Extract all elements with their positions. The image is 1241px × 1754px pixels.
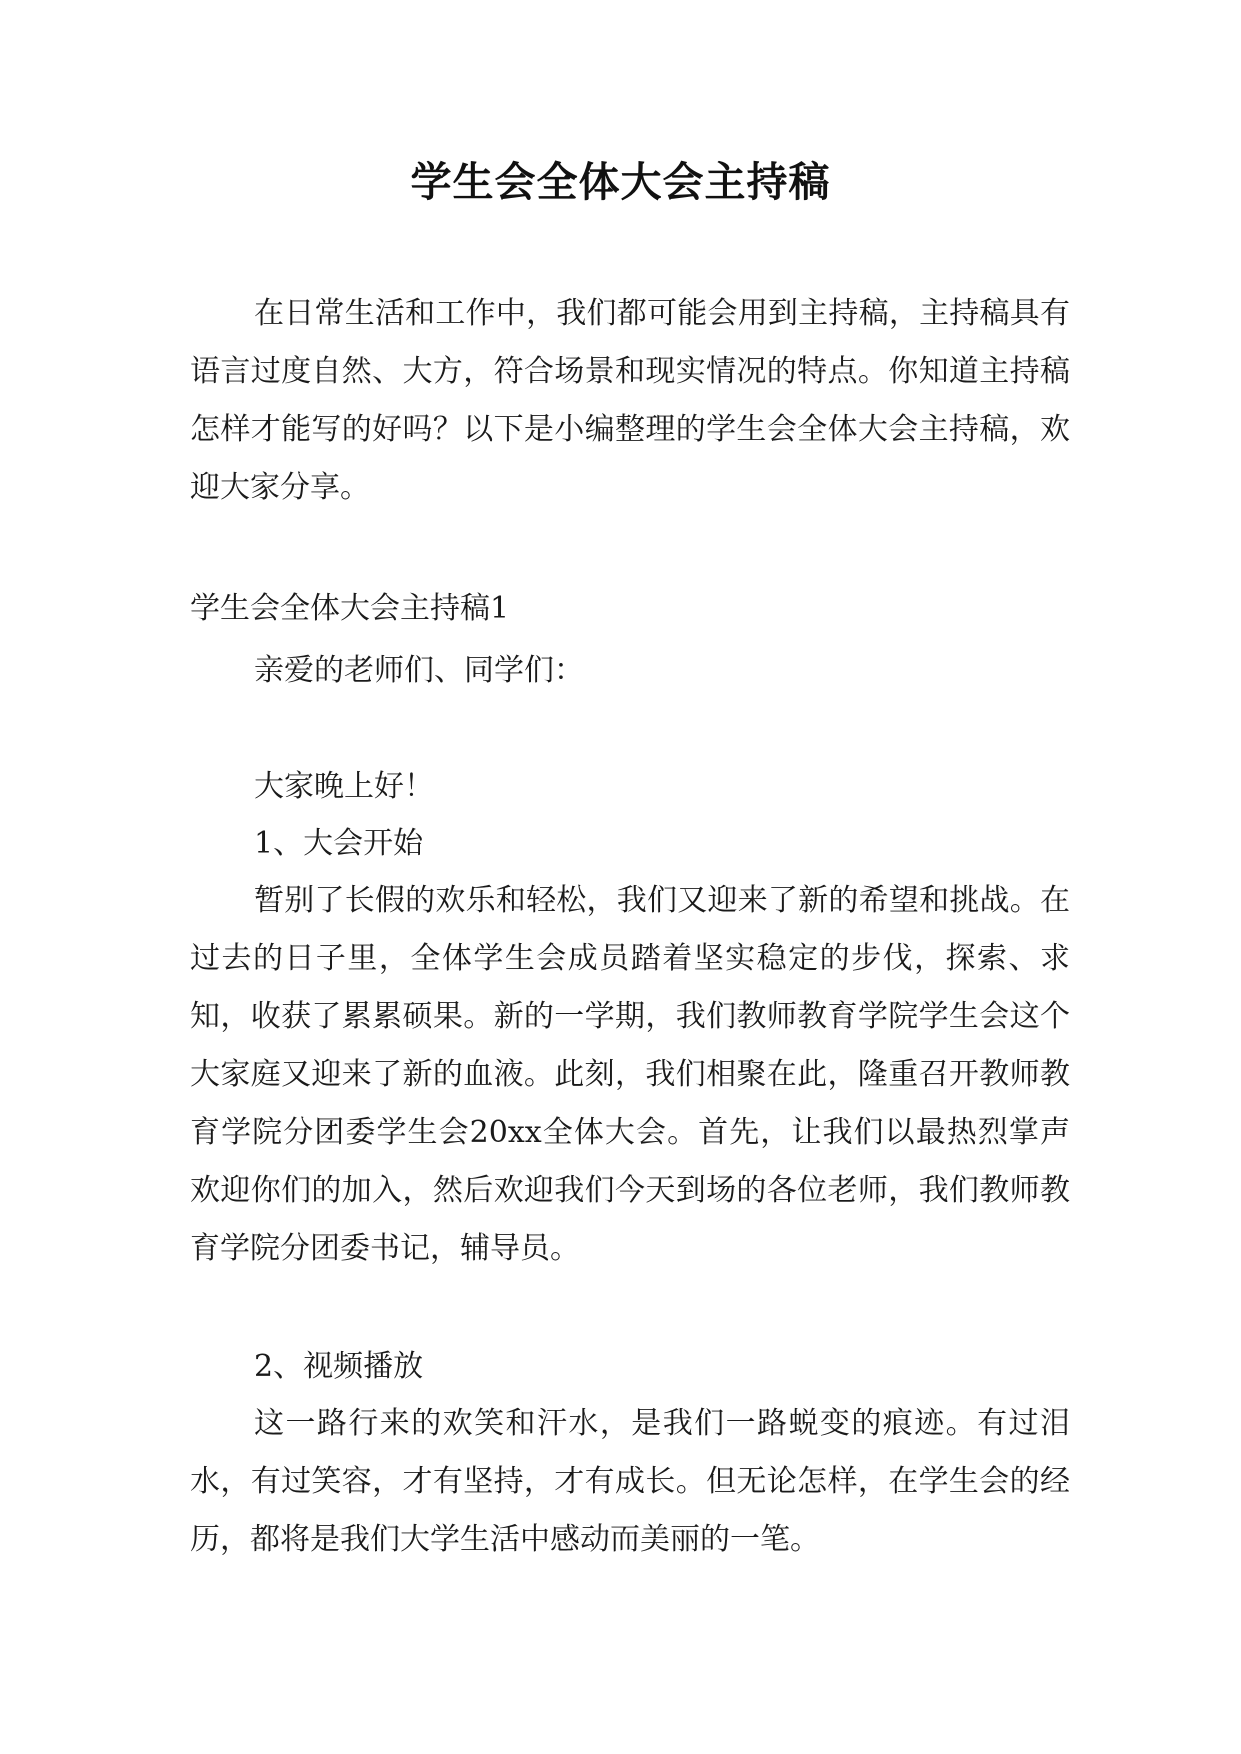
section-heading: 学生会全体大会主持稿1 (190, 591, 510, 626)
intro-paragraph-block (190, 285, 1070, 517)
greeting: 大家晚上好！ (254, 769, 434, 804)
item-body-block (190, 872, 1070, 1278)
greeting-block (190, 758, 1070, 816)
salutation-block (190, 642, 1070, 700)
item-title-block (190, 1338, 1070, 1396)
item-body: 暂别了长假的欢乐和轻松，我们又迎来了新的希望和挑战。在过去的日子里，全体学生会成员踏着坚实稳定的步伐，探索、求知，收获了累累硕果。新的一学期，我们教师教育学院学生会这个大家庭又迎来了新的血液。此刻，我们相聚在此，隆重召开教师教育学院分团委学生会20xx全体大会。首先，让我们以最热烈掌声欢迎你们的加入，然后欢迎我们今天到场的各位老师，我们教师教育学院分团委书记，辅导员。 (190, 883, 1070, 1266)
item-title: 1、大会开始 (254, 826, 424, 861)
item-title: 2、视频播放 (254, 1349, 424, 1384)
item-title-block (190, 815, 1070, 873)
item-body: 这一路行来的欢笑和汗水，是我们一路蜕变的痕迹。有过泪水，有过笑容，才有坚持，才有成长。但无论怎样，在学生会的经历，都将是我们大学生活中感动而美丽的一笔。 (190, 1406, 1070, 1557)
section-heading-block (190, 580, 1070, 638)
item-body-block (190, 1395, 1070, 1569)
salutation: 亲爱的老师们、同学们： (254, 653, 584, 688)
intro-paragraph: 在日常生活和工作中，我们都可能会用到主持稿，主持稿具有语言过度自然、大方，符合场景和现实情况的特点。你知道主持稿怎样才能写的好吗？以下是小编整理的学生会全体大会主持稿，欢迎大家分享。 (190, 296, 1070, 505)
document-title: 学生会全体大会主持稿 (410, 158, 831, 206)
